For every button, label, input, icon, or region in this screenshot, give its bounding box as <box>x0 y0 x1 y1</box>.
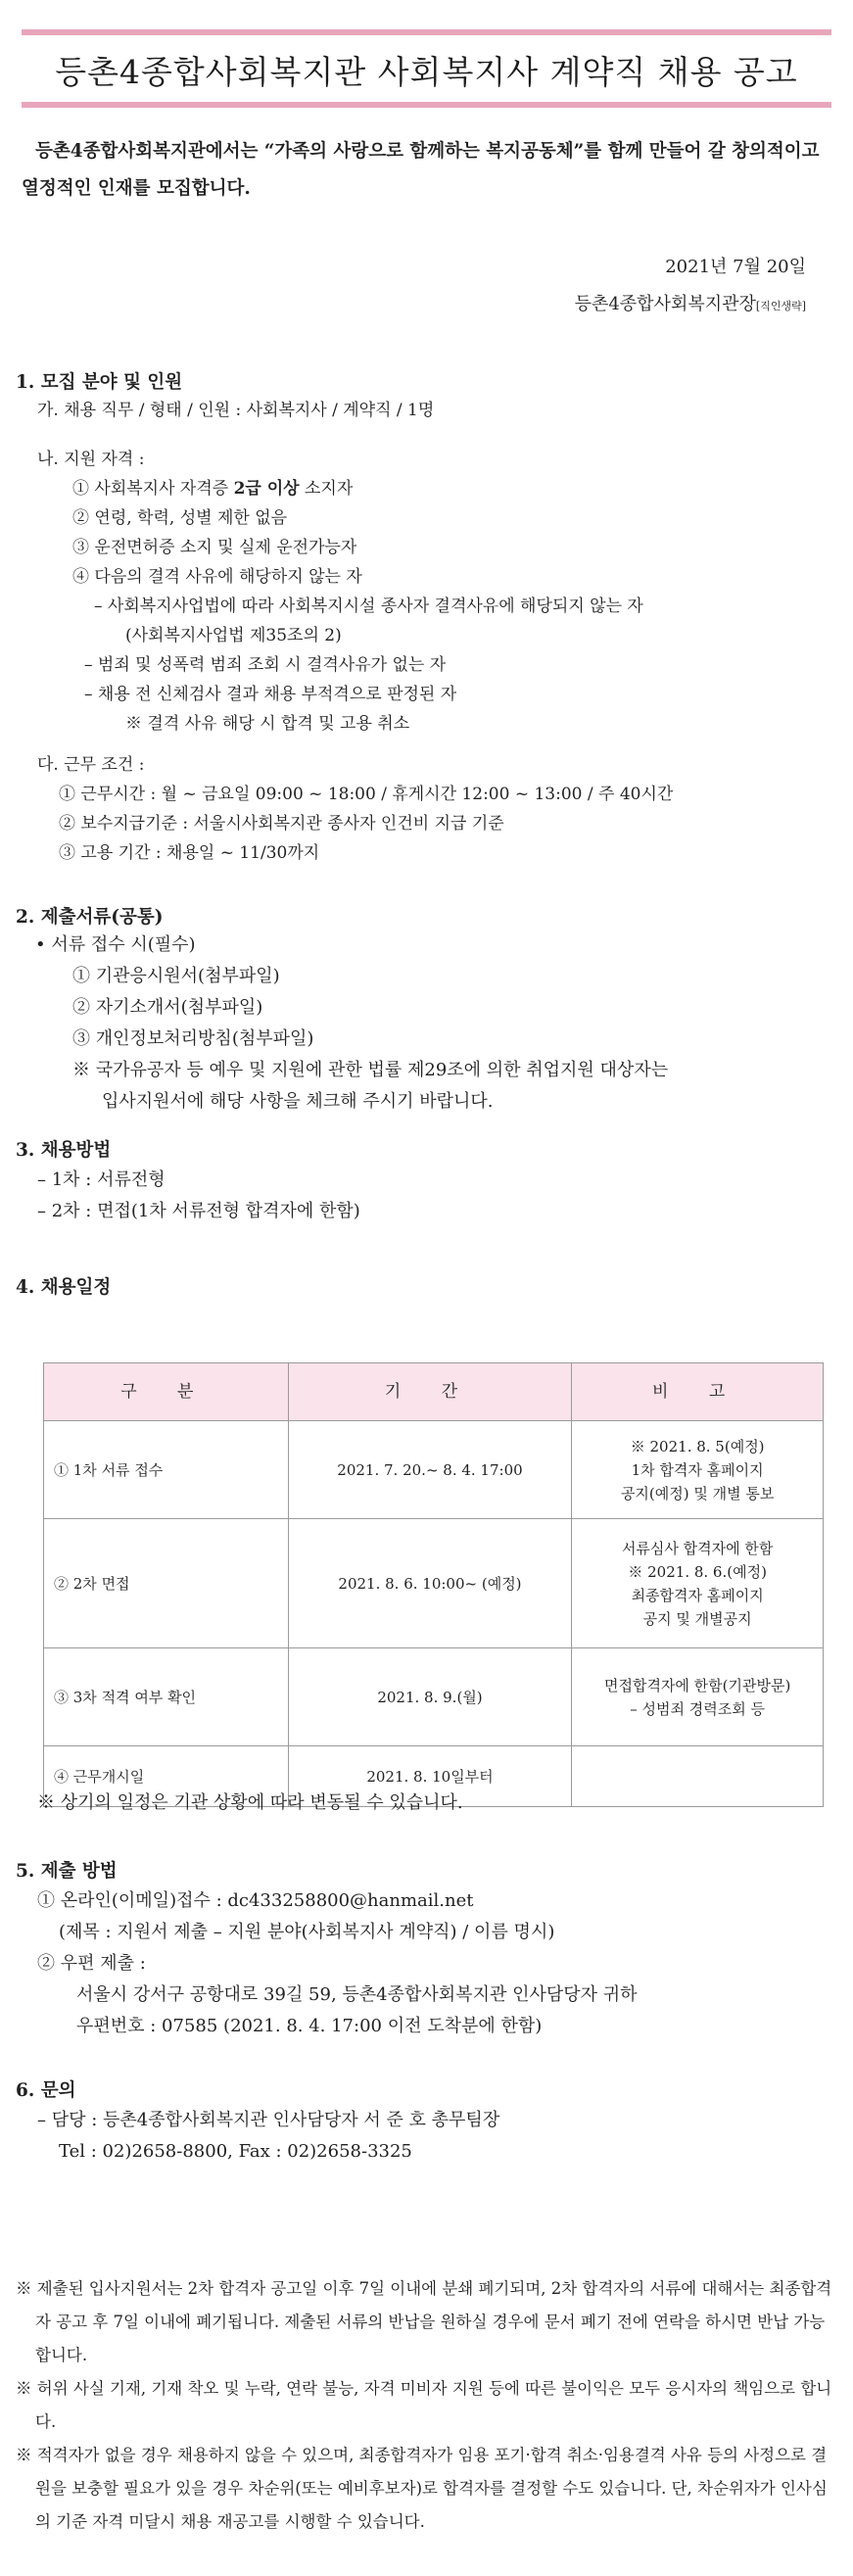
stage-cell: ① 1차 서류 접수 <box>44 1421 289 1519</box>
cond-3: ③ 고용 기간 : 채용일 ~ 11/30까지 <box>59 843 320 863</box>
note-no-hire: ※ 적격자가 없을 경우 채용하지 않을 수 있으며, 최종합격자가 임용 포기·합격 취소·임용결격 사유 등의 사정으로 결원을 보충할 필요가 있을 경우 차순위(또는 예비후보자)로 합격자를 결정할 수도 있습니다. 단, 차순위자가 인사심의 기준 자격 미달시 채용 재공고를 시행할 수 있습니다. <box>16 2446 828 2531</box>
table-row <box>44 1519 824 1648</box>
email-submission: ① 온라인(이메일)접수 : dc433258800@hanmail.net <box>37 1890 474 1911</box>
intro-text: 등촌4종합사회복지관에서는 “가족의 사랑으로 함께하는 복지공동체”를 함께 만들어 갈 창의적이고 열정적인 인재를 모집합니다. <box>22 141 820 199</box>
qual-1 <box>72 474 353 503</box>
note-false-info: ※ 허위 사실 기재, 기재 착오 및 누락, 연락 불능, 자격 미비자 지원 등에 따른 불이익은 모두 응시자의 책임으로 합니다. <box>16 2379 832 2431</box>
contact-person: – 담당 : 등촌4종합사회복지관 인사담당자 서 준 호 총무팀장 <box>37 2110 500 2130</box>
period-cell: 2021. 8. 10일부터 <box>288 1746 572 1807</box>
contact-phone: Tel : 02)2658-8800, Fax : 02)2658-3325 <box>59 2141 412 2162</box>
period-cell: 2021. 8. 6. 10:00~ (예정) <box>288 1519 572 1648</box>
s1-ga: 가. 채용 직무 / 형태 / 인원 : 사회복지사 / 계약직 / 1명 <box>37 401 435 420</box>
qual-3: ③ 운전면허증 소지 및 실제 운전가능자 <box>72 538 357 557</box>
note-line: ※ 2021. 8. 6.(예정) <box>628 1562 767 1581</box>
section-6-heading: 6. 문의 <box>16 2080 76 2101</box>
qual-4-a-law: (사회복지사업법 제35조의 2) <box>125 626 342 645</box>
doc-note-2: 입사지원서에 해당 사항을 체크해 주시기 바랍니다. <box>102 1091 494 1112</box>
doc-3: ③ 개인정보처리방침(첨부파일) <box>72 1028 314 1049</box>
qual-4-c-note: ※ 결격 사유 해당 시 합격 및 고용 취소 <box>125 714 410 734</box>
note-cell <box>572 1519 824 1648</box>
cond-1: ① 근무시간 : 월 ~ 금요일 09:00 ~ 18:00 / 휴게시간 12:00 ~ 13:00 / 주 40시간 <box>59 785 674 804</box>
stage-cell: ④ 근무개시일 <box>44 1746 289 1807</box>
stage-cell: ③ 3차 적격 여부 확인 <box>44 1648 289 1746</box>
email-subject-rule: (제목 : 지원서 제출 – 지원 분야(사회복지사 계약직) / 이름 명시) <box>59 1922 555 1942</box>
period-cell: 2021. 7. 20.~ 8. 4. 17:00 <box>288 1421 572 1519</box>
col-header-note: 비 고 <box>572 1363 824 1421</box>
qual-4-b: – 범죄 및 성폭력 범죄 조회 시 결격사유가 없는 자 <box>84 655 447 675</box>
post-date: 2021년 7월 20일 <box>665 257 806 277</box>
table-row <box>44 1421 824 1519</box>
qual-4-c: – 채용 전 신체검사 결과 채용 부적격으로 판정된 자 <box>84 685 457 704</box>
note-line: ※ 2021. 8. 5(예정) <box>630 1437 765 1455</box>
table-header-row <box>44 1363 824 1421</box>
table-row <box>44 1648 824 1746</box>
qual-1-text: ① 사회복지사 자격증 <box>72 479 234 499</box>
col-header-period: 기 간 <box>288 1363 572 1421</box>
qual-4: ④ 다음의 결격 사유에 해당하지 않는 자 <box>72 567 362 587</box>
note-line: 최종합격자 홈페이지 <box>631 1586 764 1604</box>
section-2-heading: 2. 제출서류(공통) <box>16 907 164 928</box>
seal-omitted: [직인생략] <box>755 300 806 312</box>
s1-na: 나. 지원 자격 : <box>37 450 145 469</box>
note-cell <box>572 1421 824 1519</box>
note-line: 서류심사 합격자에 한함 <box>621 1539 774 1557</box>
issuer-name: 등촌4종합사회복지관장 <box>574 294 756 314</box>
qual-1-text-end: 소지자 <box>299 479 354 499</box>
method-2: – 2차 : 면접(1차 서류전형 합격자에 한함) <box>37 1201 360 1221</box>
method-1: – 1차 : 서류전형 <box>37 1169 166 1190</box>
postal-submission: ② 우편 제출 : <box>37 1953 146 1974</box>
note-cell <box>572 1648 824 1746</box>
note-line: 공지 및 개별공지 <box>642 1609 752 1628</box>
col-header-stage: 구 분 <box>44 1363 289 1421</box>
postal-code: 우편번호 : 07585 (2021. 8. 4. 17:00 이전 도착분에 한함) <box>76 2016 543 2036</box>
issuer <box>575 290 806 321</box>
doc-note-1: ※ 국가유공자 등 예우 및 지원에 관한 법률 제29조에 의한 취업지원 대상자는 <box>72 1060 669 1080</box>
cond-2: ② 보수지급기준 : 서울시사회복지관 종사자 인건비 지급 기준 <box>59 814 504 834</box>
schedule-table <box>43 1362 824 1807</box>
note-line: 공지(예정) 및 개별 통보 <box>620 1484 775 1503</box>
section-5-heading: 5. 제출 방법 <box>16 1861 118 1882</box>
qual-4-a: – 사회복지사업법에 따라 사회복지시설 종사자 결격사유에 해당되지 않는 자 <box>94 596 643 616</box>
qual-1-emphasis: 2급 이상 <box>233 479 300 499</box>
section-4-heading: 4. 채용일정 <box>16 1277 112 1298</box>
doc-2: ② 자기소개서(첨부파일) <box>72 997 263 1018</box>
note-cell <box>572 1746 824 1807</box>
qual-2: ② 연령, 학력, 성별 제한 없음 <box>72 508 288 528</box>
top-rule <box>22 29 831 35</box>
doc-bullet: • 서류 접수 시(필수) <box>35 934 196 955</box>
doc-1: ① 기관응시원서(첨부파일) <box>72 966 280 986</box>
page-title: 등촌4종합사회복지관 사회복지사 계약직 채용 공고 <box>55 53 798 91</box>
schedule-footnote: ※ 상기의 일정은 기관 상황에 따라 변동될 수 있습니다. <box>37 1792 463 1813</box>
title-rule <box>22 102 831 108</box>
period-cell: 2021. 8. 9.(월) <box>288 1648 572 1746</box>
section-3-heading: 3. 채용방법 <box>16 1140 112 1161</box>
section-1-heading: 1. 모집 분야 및 인원 <box>16 372 183 393</box>
stage-cell: ② 2차 면접 <box>44 1519 289 1648</box>
note-line: 면접합격자에 한함(기관방문) <box>603 1676 791 1694</box>
note-line: 1차 합격자 홈페이지 <box>631 1460 764 1479</box>
s1-da: 다. 근무 조건 : <box>37 755 145 775</box>
note-disposal: ※ 제출된 입사지원서는 2차 합격자 공고일 이후 7일 이내에 분쇄 폐기되며, 2차 합격자의 서류에 대해서는 최종합격자 공고 후 7일 이내에 폐기됩니다. 제출된 서류의 반납을 원하실 경우에 문서 폐기 전에 연락을 하시면 반납 가능합니다. <box>16 2279 832 2364</box>
postal-address: 서울시 강서구 공항대로 39길 59, 등촌4종합사회복지관 인사담당자 귀하 <box>76 1984 638 2005</box>
note-line: – 성범죄 경력조회 등 <box>630 1699 766 1718</box>
bottom-notes <box>16 2272 838 2539</box>
